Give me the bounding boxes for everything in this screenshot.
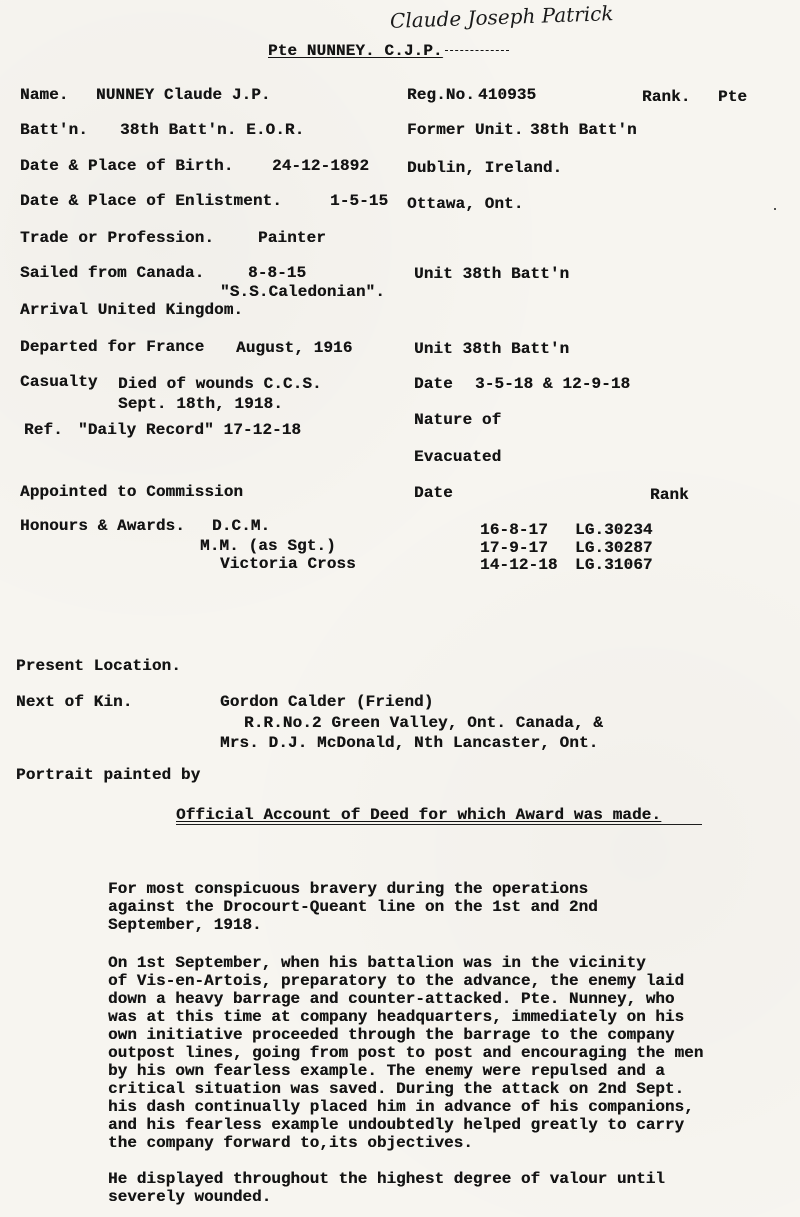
account-heading-rule	[176, 824, 702, 825]
birth-place: Dublin, Ireland.	[407, 159, 563, 177]
casualty-date-value: 3-5-18 & 12-9-18	[475, 375, 631, 393]
award-date-3: 14-12-18	[480, 556, 558, 574]
sailed-ship: "S.S.Caledonian".	[220, 283, 385, 301]
battn-label: Batt'n.	[20, 121, 88, 139]
trade-value: Painter	[258, 229, 326, 247]
casualty-line2: Sept. 18th, 1918.	[118, 395, 283, 413]
arrival-label: Arrival United Kingdom.	[20, 301, 244, 319]
commission-date-label: Date	[414, 484, 453, 502]
honours-label: Honours & Awards.	[20, 517, 185, 535]
departed-label: Departed for France	[20, 338, 205, 356]
next-of-kin-label: Next of Kin.	[16, 693, 133, 711]
award-gazette-3: LG.31067	[575, 556, 653, 574]
award-name-1: D.C.M.	[212, 517, 271, 535]
battn-value: 38th Batt'n. E.O.R.	[120, 121, 305, 139]
sailed-date: 8-8-15	[248, 264, 307, 282]
rank-value: Pte	[718, 88, 748, 106]
next-of-kin-line3: Mrs. D.J. McDonald, Nth Lancaster, Ont.	[220, 734, 599, 752]
handwritten-signature: Claude Joseph Patrick	[389, 1, 614, 33]
departed-unit: Unit 38th Batt'n	[414, 340, 570, 358]
next-of-kin-line1: Gordon Calder (Friend)	[220, 693, 434, 711]
reg-label: Reg.No.	[407, 86, 475, 104]
enlist-label: Date & Place of Enlistment.	[20, 192, 282, 210]
account-heading: Official Account of Deed for which Award was made.	[176, 806, 662, 824]
header-title-text: Pte NUNNEY. C.J.P.	[268, 42, 443, 60]
name-label: Name.	[20, 86, 69, 104]
account-paragraph-3: He displayed throughout the highest degree of valour until severely wounded.	[108, 1170, 665, 1206]
header-dash-line	[445, 50, 509, 51]
rank-label: Rank.	[642, 88, 691, 106]
casualty-label: Casualty	[20, 373, 98, 391]
nature-label: Nature of	[414, 411, 502, 429]
award-name-2: M.M. (as Sgt.)	[200, 537, 336, 555]
trade-label: Trade or Profession.	[20, 229, 215, 247]
former-unit-label: Former Unit.	[407, 121, 524, 139]
former-unit-value: 38th Batt'n	[530, 121, 637, 139]
next-of-kin-line2: R.R.No.2 Green Valley, Ont. Canada, &	[244, 714, 603, 732]
present-location-label: Present Location.	[16, 657, 181, 675]
account-paragraph-2: On 1st September, when his battalion was in the vicinity of Vis-en-Artois, preparatory to the advance, the enemy laid down a heavy barrage and counter-attacked. Pte. Nunney, who was at this time at company headquarters, immediately on his own initiative proceeded through the barrage to the company outpost lines, going from post to post and encouraging the men by his own fearless example. The enemy were repulsed and a critical situation was saved. During the attack on 2nd Sept. his dash continually placed him in advance of his companions, and his fearless example undoubtedly helped greatly to carry the company forward to,its objectives.	[108, 954, 704, 1152]
award-gazette-2: LG.30287	[575, 539, 653, 557]
award-date-2: 17-9-17	[480, 539, 548, 557]
ink-mark	[774, 208, 776, 210]
ref-label: Ref.	[24, 421, 63, 439]
departed-value: August, 1916	[236, 339, 353, 357]
enlist-place: Ottawa, Ont.	[407, 195, 524, 213]
account-paragraph-1: For most conspicuous bravery during the operations against the Drocourt-Queant line on the 1st and 2nd September, 1918.	[108, 880, 598, 934]
enlist-date: 1-5-15	[330, 192, 389, 210]
ref-value: "Daily Record" 17-12-18	[78, 421, 302, 439]
birth-date: 24-12-1892	[272, 157, 370, 175]
evacuated-label: Evacuated	[414, 448, 502, 466]
birth-label: Date & Place of Birth.	[20, 157, 234, 175]
award-date-1: 16-8-17	[480, 521, 548, 539]
award-name-3: Victoria Cross	[220, 555, 356, 573]
casualty-line1: Died of wounds C.C.S.	[118, 375, 322, 393]
name-value: NUNNEY Claude J.P.	[96, 86, 271, 104]
sailed-unit: Unit 38th Batt'n	[414, 265, 570, 283]
casualty-date-label: Date	[414, 375, 453, 393]
sailed-label: Sailed from Canada.	[20, 264, 205, 282]
commission-label: Appointed to Commission	[20, 483, 244, 501]
header-title	[268, 42, 509, 60]
award-gazette-1: LG.30234	[575, 521, 653, 539]
commission-rank-label: Rank	[650, 486, 689, 504]
reg-value: 410935	[478, 86, 537, 104]
portrait-label: Portrait painted by	[16, 766, 201, 784]
